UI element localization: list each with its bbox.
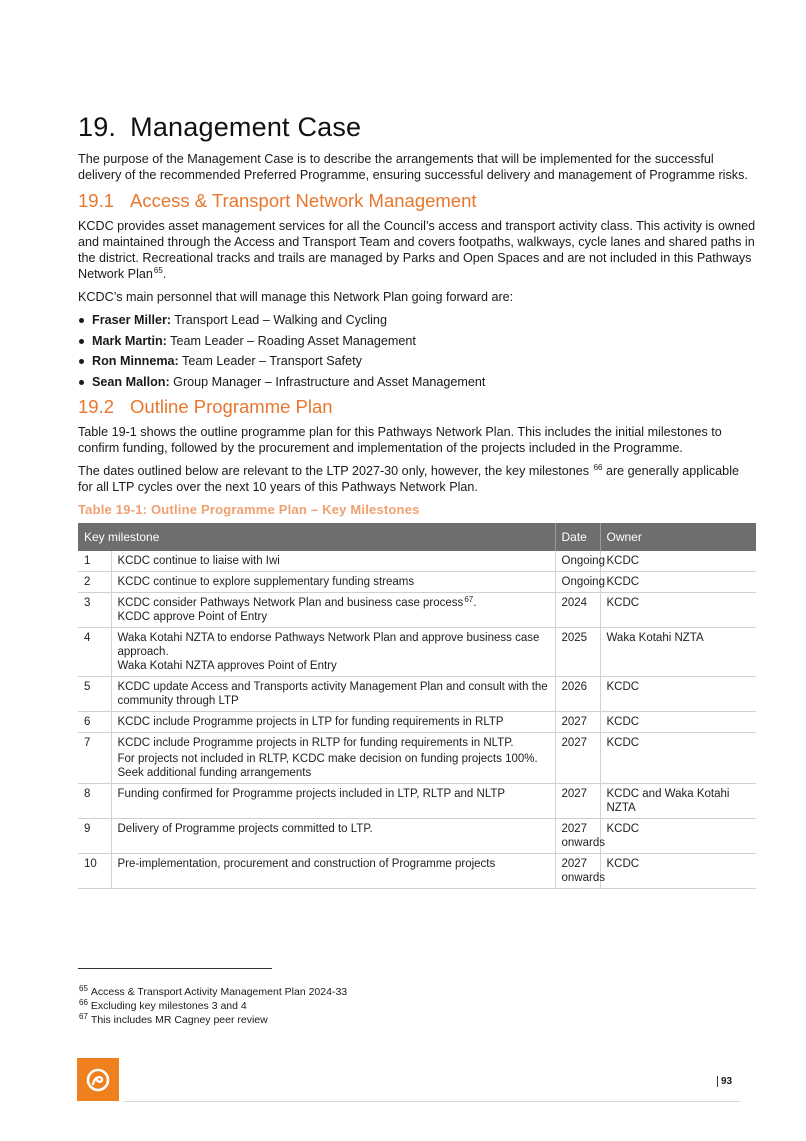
milestone-line [118, 610, 549, 624]
heading-number: 19. [78, 112, 117, 142]
milestone-description [111, 627, 555, 676]
person-name: Fraser Miller: [92, 313, 172, 327]
table-row [78, 571, 756, 592]
milestone-number: 1 [78, 551, 111, 572]
milestone-text: Pre-implementation, procurement and construction of Programme projects [117, 857, 496, 870]
footnote [78, 1013, 347, 1027]
milestone-text: Waka Kotahi NZTA approves Point of Entry [117, 659, 337, 672]
milestone-description [111, 571, 555, 592]
milestone-date: 2027 [555, 711, 600, 732]
footnote-text: This includes MR Cagney peer review [90, 1014, 268, 1026]
milestone-date: 2027 onwards [555, 818, 600, 853]
footnote [78, 999, 347, 1013]
list-item [78, 312, 756, 328]
section-title: Outline Programme Plan [130, 395, 333, 417]
milestone-date: Ongoing [555, 571, 600, 592]
milestone-description [111, 711, 555, 732]
milestones-table [78, 523, 756, 889]
paragraph-end: . [162, 267, 167, 281]
milestone-text: For projects not included in RLTP, KCDC make decision on funding projects 100%. Seek additional funding arrangements [117, 752, 538, 779]
person-role: Team Leader – Transport Safety [182, 354, 362, 368]
milestone-text: Funding confirmed for Programme projects included in LTP, RLTP and NLTP [117, 787, 506, 800]
milestone-description [111, 818, 555, 853]
dates-paragraph [78, 463, 756, 495]
milestone-number: 7 [78, 732, 111, 783]
header-key-milestone: Key milestone [78, 523, 555, 551]
section-heading-19-1 [78, 190, 756, 212]
milestone-number: 3 [78, 592, 111, 627]
milestone-line [118, 822, 549, 836]
milestone-text: Waka Kotahi NZTA to endorse Pathways Network Plan and approve business case approach. [117, 631, 540, 658]
footnote-text: Excluding key milestones 3 and 4 [90, 1000, 247, 1012]
table-header-row [78, 523, 756, 551]
table-row [78, 551, 756, 572]
milestone-text: KCDC consider Pathways Network Plan and business case process [117, 596, 464, 609]
milestone-owner: Waka Kotahi NZTA [600, 627, 756, 676]
milestone-description [111, 853, 555, 888]
milestone-number: 2 [78, 571, 111, 592]
milestone-owner: KCDC [600, 818, 756, 853]
footnote-number: 66 [79, 998, 88, 1007]
milestone-date: 2027 [555, 732, 600, 783]
milestone-line [118, 736, 549, 750]
milestone-owner: KCDC [600, 571, 756, 592]
milestone-description [111, 783, 555, 818]
milestone-text: KCDC include Programme projects in RLTP for funding requirements in NLTP. [117, 736, 514, 749]
milestone-line [118, 554, 549, 568]
milestone-date: 2024 [555, 592, 600, 627]
header-owner: Owner [600, 523, 756, 551]
milestone-number: 8 [78, 783, 111, 818]
section-title: Access & Transport Network Management [130, 190, 477, 211]
table-row [78, 783, 756, 818]
milestone-text: KCDC approve Point of Entry [117, 610, 268, 623]
table-row [78, 711, 756, 732]
milestone-owner: KCDC [600, 676, 756, 711]
table-row [78, 627, 756, 676]
milestone-number: 9 [78, 818, 111, 853]
list-item [78, 333, 756, 349]
logo-swirl-icon [85, 1067, 111, 1093]
intro-paragraph: The purpose of the Management Case is to describe the arrangements that will be implemented for the successful delivery of the recommended Preferred Programme, ensuring successful delivery and management of Programme risks. [78, 152, 748, 182]
milestone-text: Delivery of Programme projects committed to LTP. [117, 822, 373, 835]
milestone-line [118, 659, 549, 673]
milestone-line [118, 575, 549, 589]
paragraph-text: are generally applicable for all LTP cycles over the next 10 years of this Pathways Network Plan. [78, 463, 739, 494]
milestone-owner: KCDC [600, 732, 756, 783]
footnotes [78, 985, 347, 1027]
person-name: Mark Martin: [92, 333, 167, 348]
footnote-ref[interactable]: 66 [593, 462, 603, 472]
milestone-description [111, 732, 555, 783]
milestone-owner: KCDC [600, 551, 756, 572]
milestone-line [118, 787, 549, 801]
footnote-number: 65 [79, 984, 88, 993]
network-management-paragraph [78, 218, 756, 282]
milestone-text: KCDC update Access and Transports activity Management Plan and consult with the community through LTP [117, 680, 548, 707]
person-name: Ron Minnema: [92, 354, 179, 368]
milestone-date: 2026 [555, 676, 600, 711]
milestone-line [118, 752, 549, 780]
section-number: 19.1 [78, 190, 115, 211]
table-row [78, 853, 756, 888]
section-number: 19.2 [78, 395, 115, 417]
milestone-text: KCDC continue to explore supplementary funding streams [117, 575, 415, 588]
milestone-date: Ongoing [555, 551, 600, 572]
person-name: Sean Mallon: [92, 374, 170, 389]
section-heading-19-2 [78, 396, 756, 418]
personnel-intro: KCDC’s main personnel that will manage this Network Plan going forward are: [78, 290, 514, 304]
table-body [78, 551, 756, 889]
milestone-text: KCDC include Programme projects in LTP for funding requirements in RLTP [117, 715, 504, 728]
footnote-divider [78, 968, 272, 969]
milestone-line [118, 857, 549, 871]
footnote-number: 67 [79, 1012, 88, 1021]
milestone-date: 2025 [555, 627, 600, 676]
milestone-description [111, 676, 555, 711]
milestone-number: 5 [78, 676, 111, 711]
page-number: 93 [717, 1076, 732, 1087]
table-row [78, 676, 756, 711]
programme-plan-paragraph: Table 19-1 shows the outline programme plan for this Pathways Network Plan. This includes the initial milestones to confirm funding, followed by the procurement and implementation of the projects included in the Programme. [78, 424, 722, 455]
council-logo-icon [77, 1058, 119, 1101]
table-row [78, 592, 756, 627]
milestone-number: 4 [78, 627, 111, 676]
paragraph-text: KCDC provides asset management services for all the Council’s access and transport activity class. This activity is owned and maintained through the Access and Transport Team and covers footpaths, walkways, cycle lanes and shared paths in the district. Recreational tracks and trails are managed by Parks and Open Spaces and are not included in this Pathways Network Plan [78, 219, 756, 281]
milestone-owner: KCDC [600, 711, 756, 732]
list-item [78, 353, 756, 369]
footnote [78, 985, 347, 999]
personnel-list [78, 312, 756, 390]
footnote-ref[interactable]: 67 [464, 594, 474, 604]
milestone-owner: KCDC [600, 853, 756, 888]
milestone-date: 2027 onwards [555, 853, 600, 888]
footnote-ref[interactable]: 65 [153, 266, 163, 275]
list-item [78, 374, 756, 390]
milestone-owner: KCDC and Waka Kotahi NZTA [600, 783, 756, 818]
milestone-line [118, 680, 549, 708]
table-caption: Table 19-1: Outline Programme Plan – Key Milestones [78, 501, 420, 517]
milestone-description [111, 592, 555, 627]
milestone-number: 10 [78, 853, 111, 888]
milestone-description [111, 551, 555, 572]
footnote-text: Access & Transport Activity Management Plan 2024-33 [90, 986, 348, 998]
person-role: Transport Lead – Walking and Cycling [174, 313, 387, 327]
milestone-text: KCDC continue to liaise with Iwi [117, 554, 280, 567]
paragraph-text: The dates outlined below are relevant to the LTP 2027-30 only, however, the key milestones [78, 463, 590, 478]
person-role: Team Leader – Roading Asset Management [170, 333, 416, 348]
milestone-owner: KCDC [600, 592, 756, 627]
header-date: Date [555, 523, 600, 551]
table-row [78, 818, 756, 853]
footer-divider [124, 1101, 740, 1102]
milestone-number: 6 [78, 711, 111, 732]
milestone-date: 2027 [555, 783, 600, 818]
milestone-line [118, 715, 549, 729]
milestone-line: KCDC consider Pathways Network Plan and business case process$^{67}$. [117, 594, 477, 609]
heading-title: Management Case [130, 112, 362, 142]
person-role: Group Manager – Infrastructure and Asset Management [173, 374, 486, 389]
table-row [78, 732, 756, 783]
page-content [78, 112, 756, 889]
page-title [78, 112, 756, 143]
milestone-line [118, 631, 549, 659]
